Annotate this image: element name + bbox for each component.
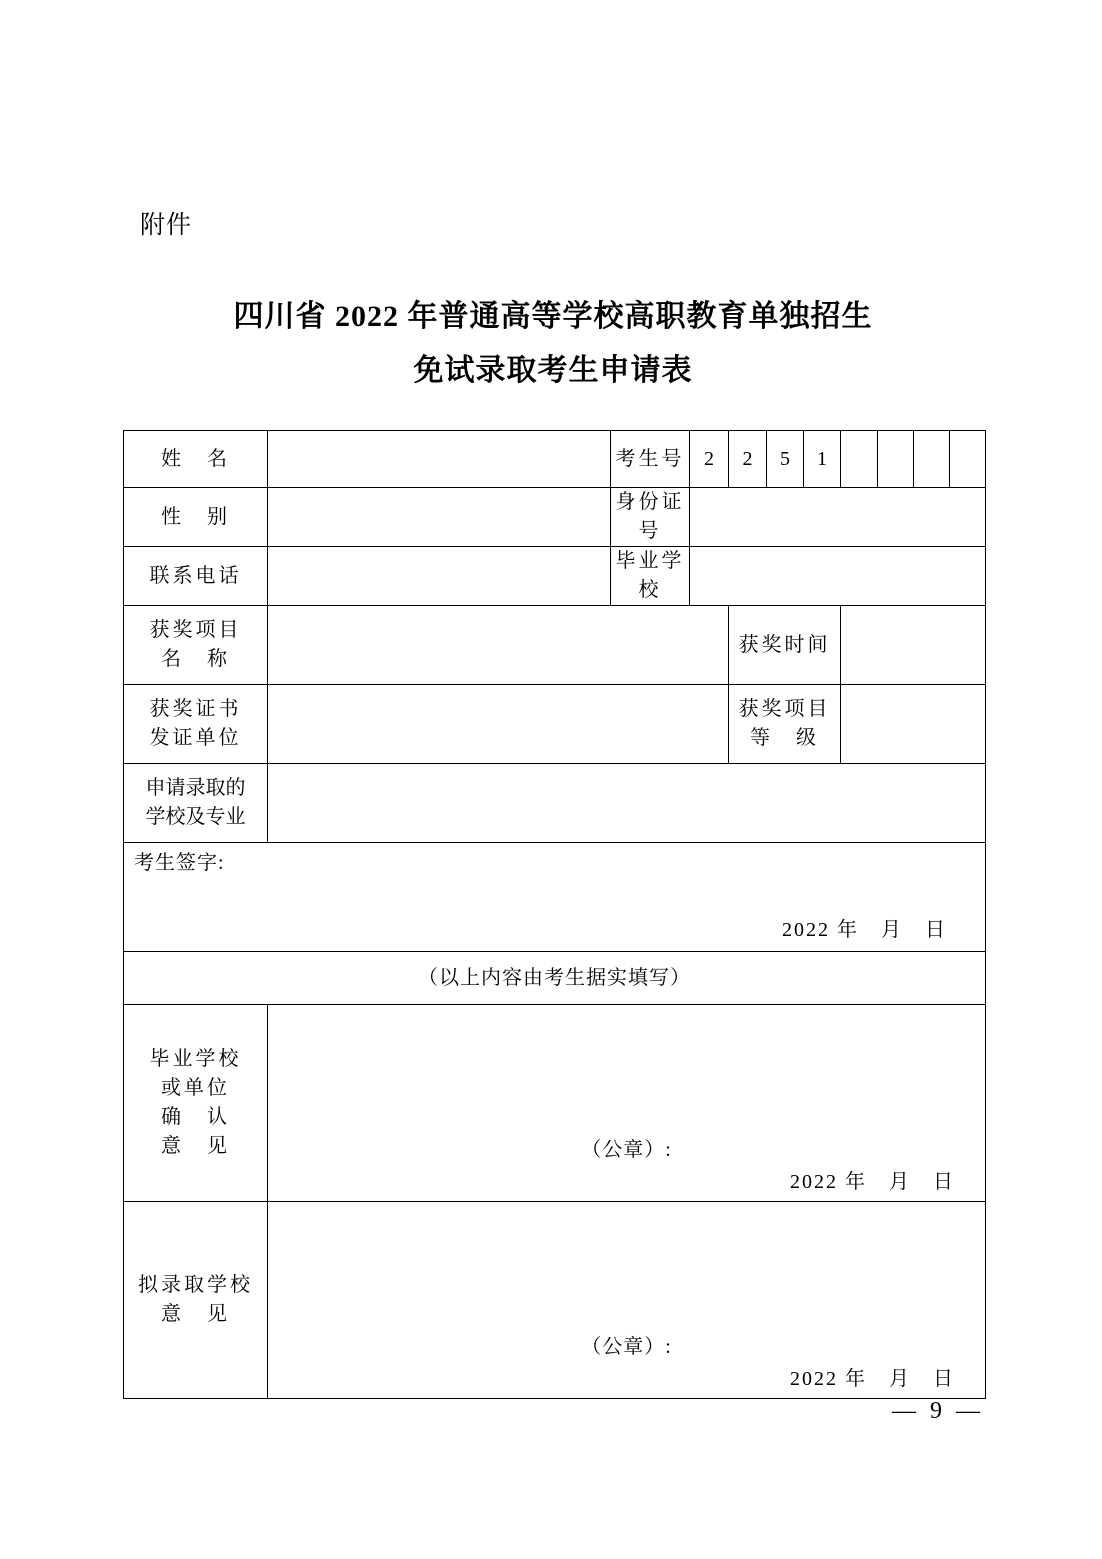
award-time-label: 获奖时间 — [729, 606, 841, 685]
award-cert-label-line1: 获奖证书 — [149, 698, 242, 720]
form-note: （以上内容由考生据实填写） — [124, 952, 986, 1005]
table-row — [124, 431, 986, 488]
award-name-input-cell[interactable] — [268, 606, 729, 685]
candidate-signature-date: 2022 年 月 日 — [782, 919, 947, 941]
table-row — [124, 843, 986, 952]
graduation-school-input-cell[interactable] — [690, 547, 986, 606]
award-name-label-line1: 获奖项目 — [149, 619, 242, 641]
exam-no-digit-5[interactable] — [841, 431, 878, 488]
id-no-input-cell[interactable] — [690, 488, 986, 547]
admitting-school-label-line1: 拟录取学校 — [138, 1274, 253, 1296]
award-cert-label-line2: 发证单位 — [149, 727, 242, 749]
school-confirm-label-line2: 或单位 — [161, 1077, 230, 1099]
exam-no-digit-6[interactable] — [878, 431, 914, 488]
attachment-label: 附件 — [140, 210, 193, 239]
exam-no-digit-2[interactable]: 2 — [729, 431, 767, 488]
id-no-label: 身份证号 — [611, 488, 690, 547]
exam-no-label: 考生号 — [611, 431, 690, 488]
gender-input-cell[interactable] — [268, 488, 611, 547]
applied-school-major-label — [124, 764, 268, 843]
page-title-line1: 四川省 2022 年普通高等学校高职教育单独招生 — [233, 300, 873, 333]
award-name-label — [124, 606, 268, 685]
award-level-label-line2: 等 级 — [750, 727, 819, 749]
award-level-label — [729, 685, 841, 764]
table-row — [124, 952, 986, 1005]
admitting-school-label-line2: 意 见 — [161, 1303, 230, 1325]
school-confirm-label-line3: 确 认 — [161, 1106, 230, 1128]
table-row — [124, 606, 986, 685]
exam-no-digit-8[interactable] — [950, 431, 986, 488]
name-input-cell[interactable] — [268, 431, 611, 488]
admitting-school-label — [124, 1202, 268, 1399]
exam-no-digit-4[interactable]: 1 — [804, 431, 841, 488]
admitting-school-content-cell[interactable] — [268, 1202, 986, 1399]
award-level-label-line1: 获奖项目 — [738, 698, 831, 720]
applied-school-major-input-cell[interactable] — [268, 764, 986, 843]
school-confirm-label — [124, 1005, 268, 1202]
exam-no-digit-7[interactable] — [914, 431, 950, 488]
school-confirm-label-line1: 毕业学校 — [149, 1048, 242, 1070]
admitting-school-seal-label: （公章）: — [581, 1336, 672, 1358]
exam-no-digit-1[interactable]: 2 — [690, 431, 729, 488]
exam-no-digit-3[interactable]: 5 — [767, 431, 804, 488]
candidate-signature-label: 考生签字: — [134, 852, 225, 874]
graduation-school-label: 毕业学校 — [611, 547, 690, 606]
school-confirm-content-cell[interactable] — [268, 1005, 986, 1202]
page-number: — 9 — — [892, 1398, 984, 1424]
page-title-line2: 免试录取考生申请表 — [413, 354, 693, 387]
table-row — [124, 547, 986, 606]
table-row — [124, 764, 986, 843]
gender-label: 性 别 — [124, 488, 268, 547]
page-title — [123, 290, 983, 398]
school-confirm-label-line4: 意 见 — [161, 1135, 230, 1157]
table-row — [124, 1005, 986, 1202]
name-label: 姓 名 — [124, 431, 268, 488]
table-row — [124, 685, 986, 764]
admitting-school-date: 2022 年 月 日 — [790, 1368, 955, 1390]
application-form-table — [123, 430, 986, 1399]
award-cert-label — [124, 685, 268, 764]
phone-label: 联系电话 — [124, 547, 268, 606]
school-confirm-seal-label: （公章）: — [581, 1139, 672, 1161]
school-confirm-date: 2022 年 月 日 — [790, 1171, 955, 1193]
award-time-input-cell[interactable] — [841, 606, 986, 685]
applied-school-major-label-line2: 学校及专业 — [145, 806, 246, 828]
applied-school-major-label-line1: 申请录取的 — [145, 777, 246, 799]
award-level-input-cell[interactable] — [841, 685, 986, 764]
award-cert-input-cell[interactable] — [268, 685, 729, 764]
phone-input-cell[interactable] — [268, 547, 611, 606]
table-row — [124, 488, 986, 547]
candidate-signature-cell[interactable] — [124, 843, 986, 952]
table-row — [124, 1202, 986, 1399]
award-name-label-line2: 名 称 — [161, 648, 230, 670]
